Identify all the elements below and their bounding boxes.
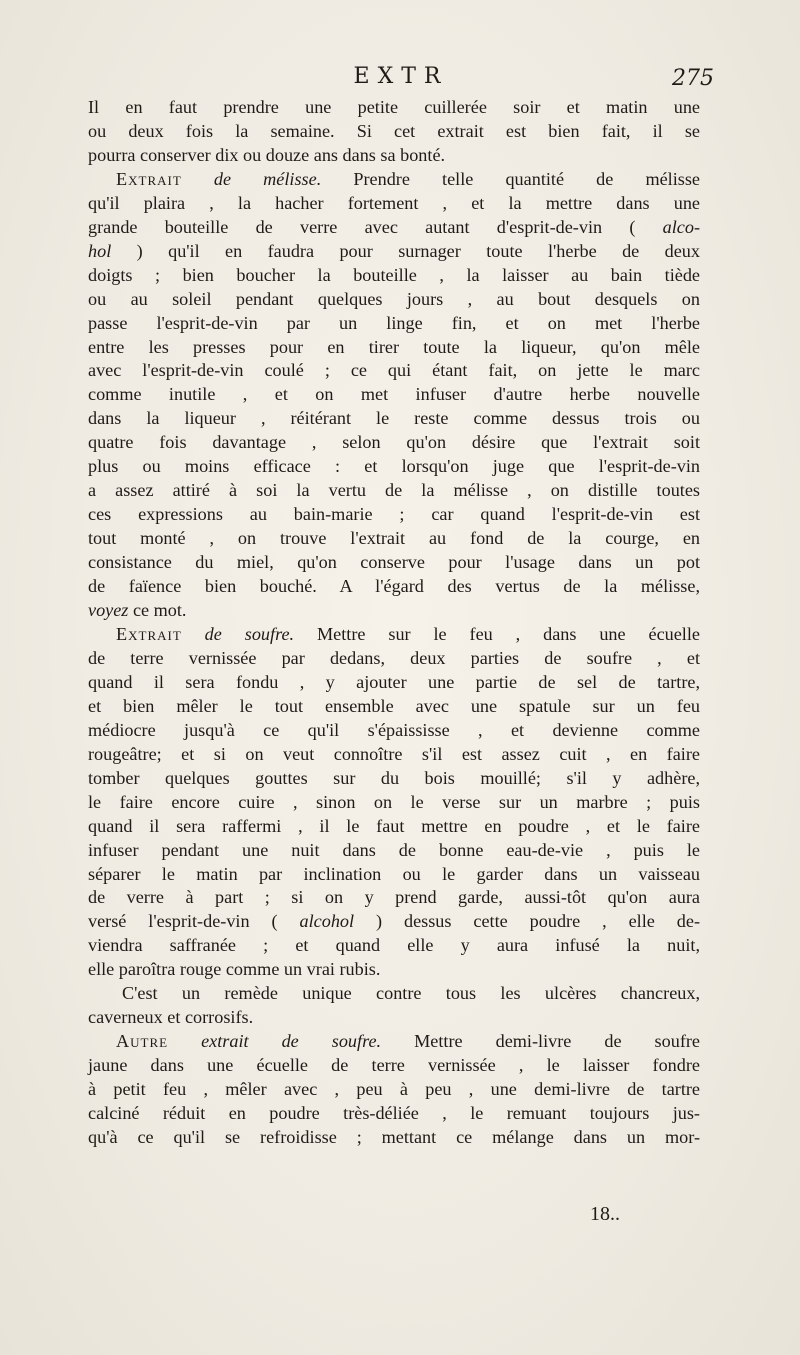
page-header <box>88 62 714 92</box>
page-number: 275 <box>672 66 714 91</box>
text-line: et bien mêler le tout ensemble avec une spatule sur un feu <box>88 695 700 716</box>
text-line: Il en faut prendre une petite cuillerée soir et matin une <box>88 97 700 117</box>
text-line: tomber quelques gouttes sur du bois mouillé; s'il y adhère, <box>88 767 700 788</box>
text-line: quand il sera fondu , y ajouter une partie de sel de tartre, <box>88 671 700 692</box>
text-line: quatre fois davantage , selon qu'on désire que l'extrait soit <box>88 432 700 453</box>
running-head: EXTR <box>353 64 449 89</box>
text-line: caverneux et corrosifs. <box>88 1007 254 1028</box>
text-line: jaune dans une écuelle de terre vernissée , le laisser fondre <box>88 1055 700 1076</box>
text-line: voyez ce mot. <box>88 600 187 621</box>
text-line: tout monté , on trouve l'extrait au fond de la courge, en <box>88 528 700 549</box>
text-line: le faire encore cuire , sinon on le verse sur un marbre ; puis <box>88 791 700 812</box>
text-line: ces expressions au bain-marie ; car quand l'esprit-de-vin est <box>88 504 700 525</box>
text-line: Extrait de soufre. Mettre sur le feu , dans une écuelle <box>116 623 700 644</box>
text-line: doigts ; bien boucher la bouteille , la laisser au bain tiède <box>88 264 700 285</box>
text-line: qu'il plaira , la hacher fortement , et la mettre dans une <box>88 192 700 213</box>
text-line: calciné réduit en poudre très-déliée , le remuant toujours jus- <box>88 1103 700 1124</box>
text-line: à petit feu , mêler avec , peu à peu , une demi-livre de tartre <box>88 1079 700 1100</box>
text-line: consistance du miel, qu'on conserve pour l'usage dans un pot <box>88 552 700 573</box>
text-line: de faïence bien bouché. A l'égard des vertus de la mélisse, <box>88 576 700 597</box>
text-line: médiocre jusqu'à ce qu'il s'épaississe , et devienne comme <box>88 719 700 740</box>
text-line: de verre à part ; si on y prend garde, aussi-tôt qu'on aura <box>88 887 700 908</box>
signature-mark: 18.. <box>590 1203 620 1225</box>
text-line: comme inutile , et on met infuser d'autre herbe nouvelle <box>88 384 700 405</box>
text-line: quand il sera raffermi , il le faut mettre en poudre , et le faire <box>88 815 700 836</box>
text-line: passe l'esprit-de-vin par un linge fin, et on met l'herbe <box>88 312 700 333</box>
text-line: versé l'esprit-de-vin ( alcohol ) dessus cette poudre , elle de- <box>88 911 701 932</box>
text-line: séparer le matin par inclination ou le garder dans un vaisseau <box>88 863 700 884</box>
text-line: ou au soleil pendant quelques jours , au bout desquels on <box>88 288 700 309</box>
text-line: Autre extrait de soufre. Mettre demi-livre de soufre <box>116 1031 701 1052</box>
text-line: infuser pendant une nuit dans de bonne eau-de-vie , puis le <box>88 839 700 860</box>
body-text <box>88 96 700 1150</box>
text-line: rougeâtre; et si on veut connoître s'il est assez cuit , en faire <box>88 743 700 764</box>
text-line: hol ) qu'il en faudra pour surnager toute l'herbe de deux <box>88 240 700 261</box>
text-line: plus ou moins efficace : et lorsqu'on juge que l'esprit-de-vin <box>88 456 700 477</box>
text-line: pourra conserver dix ou douze ans dans sa bonté. <box>88 144 446 165</box>
text-line: a assez attiré à soi la vertu de la mélisse , on distille toutes <box>88 480 700 501</box>
text-line: C'est un remède unique contre tous les ulcères chancreux, <box>122 983 700 1004</box>
text-line: viendra saffranée ; et quand elle y aura infusé la nuit, <box>88 935 700 956</box>
text-line: avec l'esprit-de-vin coulé ; ce qui étant fait, on jette le marc <box>88 360 700 381</box>
text-line: dans la liqueur , réitérant le reste comme dessus trois ou <box>88 408 700 429</box>
text-line: grande bouteille de verre avec autant d'esprit-de-vin ( alco- <box>88 216 700 237</box>
text-line: Extrait de mélisse. Prendre telle quantité de mélisse <box>116 168 700 189</box>
text-line: entre les presses pour en tirer toute la liqueur, qu'on mêle <box>88 336 700 357</box>
text-line: ou deux fois la semaine. Si cet extrait est bien fait, il se <box>88 120 700 141</box>
text-line: de terre vernissée par dedans, deux parties de soufre , et <box>88 647 700 668</box>
text-line: qu'à ce qu'il se refroidisse ; mettant ce mélange dans un mor- <box>88 1126 700 1147</box>
text-line: elle paroîtra rouge comme un vrai rubis. <box>88 959 381 980</box>
